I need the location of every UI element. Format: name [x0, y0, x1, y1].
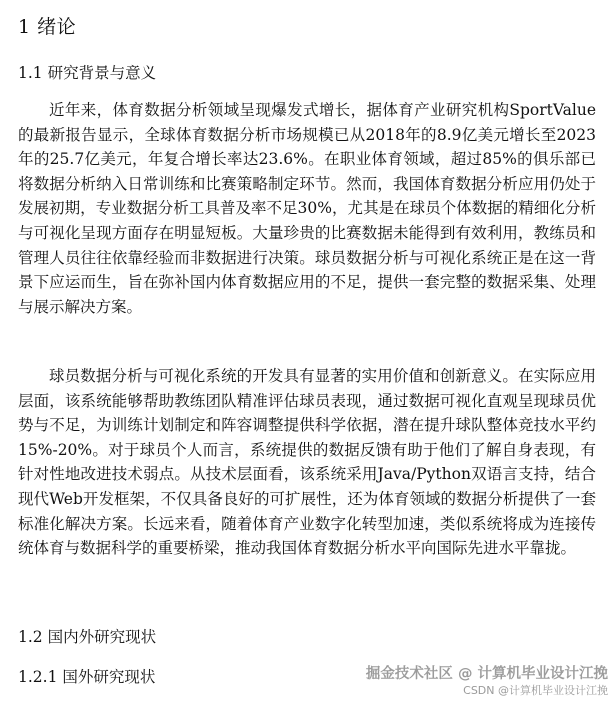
watermark-csdn: CSDN @计算机毕业设计江挽: [463, 684, 608, 697]
paragraph-significance: 球员数据分析与可视化系统的开发具有显著的实用价值和创新意义。在实际应用层面，该系统能够帮助教练团队精准评估球员表现，通过数据可视化直观呈现球员优势与不足，为训练计划制定和阵容调整提供科学依据，潜在提升球队整体竞技水平约15%-20%。对于球员个人而言，系统提供的数据反馈有助于他们了解自身表现，有针对性地改进技术弱点。从技术层面看，该系统采用Java/Python双语言支持，结合现代Web开发框架，不仅具备良好的可扩展性，还为体育领域的数据分析提供了一套标准化解决方案。长远来看，随着体育产业数字化转型加速，类似系统将成为连接传统体育与数据科学的重要桥梁，推动我国体育数据分析水平向国际先进水平靠拢。: [18, 367, 596, 558]
chapter-heading: 1 绪论: [18, 16, 77, 38]
section-heading-1-2: 1.2 国内外研究现状: [18, 628, 157, 646]
section-heading-1-1: 1.1 研究背景与意义: [18, 64, 157, 82]
paragraph-background: 近年来，体育数据分析领域呈现爆发式增长，据体育产业研究机构SportValue的最新报告显示，全球体育数据分析市场规模已从2018年的8.9亿美元增长至2023年的25.7亿美元，年复合增长率达23.6%。在职业体育领域，超过85%的俱乐部已将数据分析纳入日常训练和比赛策略制定环节。然而，我国体育数据分析应用仍处于发展初期，专业数据分析工具普及率不足30%，尤其是在球员个体数据的精细化分析与可视化呈现方面存在明显短板。大量珍贵的比赛数据未能得到有效利用，教练员和管理人员往往依靠经验而非数据进行决策。球员数据分析与可视化系统正是在这一背景下应运而生，旨在弥补国内体育数据应用的不足，提供一套完整的数据采集、处理与展示解决方案。: [18, 101, 596, 316]
watermark-juejin: 掘金技术社区 @ 计算机毕业设计江挽: [365, 666, 608, 682]
subsection-heading-1-2-1: 1.2.1 国外研究现状: [18, 668, 156, 686]
